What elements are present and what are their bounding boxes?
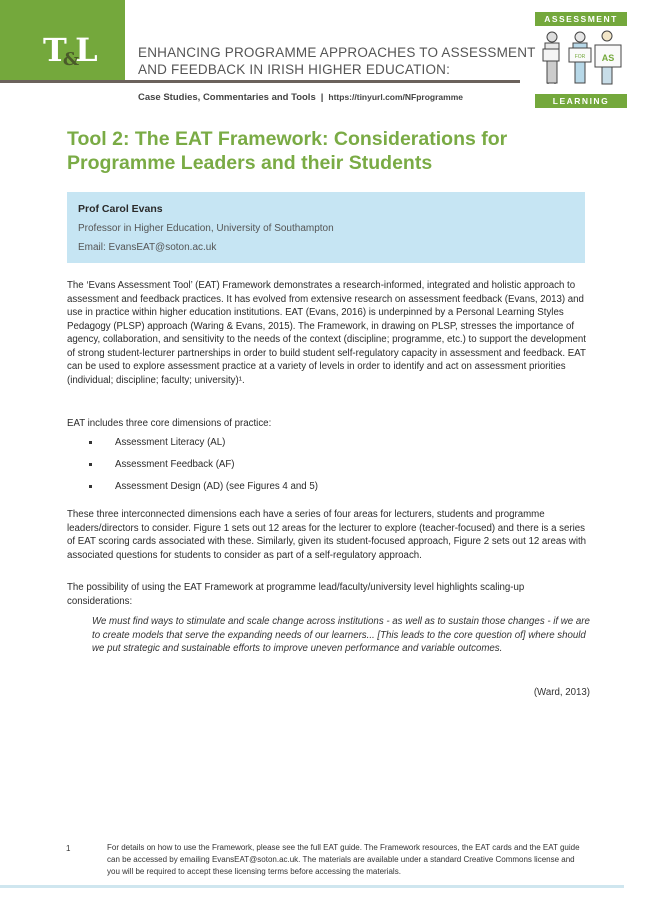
svg-text:FOR: FOR (574, 54, 586, 60)
page-title-line1: Tool 2: The EAT Framework: Considerations for (67, 128, 508, 150)
author-role: Professor in Higher Education, University of Southampton (78, 223, 334, 234)
series-title (138, 44, 536, 78)
logo-l: L (75, 31, 95, 69)
dimensions-list (85, 432, 318, 498)
tl-logo-block (0, 0, 125, 80)
series-title-line1: ENHANCING PROGRAMME APPROACHES TO ASSESSMENT (138, 45, 536, 60)
page-title-line2: Programme Leaders and their Students (67, 152, 433, 174)
logo-amp: & (62, 49, 77, 70)
dimensions-intro: EAT includes three core dimensions of practice: (67, 418, 272, 429)
bullet-icon (89, 485, 92, 488)
subtitle-separator: | (320, 92, 324, 103)
list-item-text: Assessment Design (AD) (see Figures 4 and 5) (115, 481, 318, 492)
list-item (85, 476, 318, 498)
list-item (85, 454, 318, 476)
series-subtitle (138, 92, 463, 103)
people-holding-signs-icon (535, 28, 627, 92)
areas-paragraph: These three interconnected dimensions each have a series of four areas for lecturers, students and programme leaders/directors to consider. Figure 1 sets out 12 areas for the lecturer to explore (teacher-focused) and there is a series of EAT scoring cards associated with these. Similarly, given its student-focused approach, Figure 2 sets out 12 areas with associated questions for students to consider as part of a self-regulatory approach. (67, 509, 587, 561)
author-email[interactable]: Email: EvansEAT@soton.ac.uk (78, 242, 217, 253)
list-item-text: Assessment Literacy (AL) (115, 437, 226, 448)
quote-citation: (Ward, 2013) (533, 687, 590, 698)
programme-url-link[interactable]: https://tinyurl.com/NFprogramme (328, 92, 463, 102)
bullet-icon (89, 463, 92, 466)
author-name: Prof Carol Evans (78, 203, 163, 215)
bullet-icon (89, 441, 92, 444)
page-title (67, 127, 587, 175)
header-rule (0, 80, 520, 83)
svg-text:AS: AS (601, 53, 615, 63)
tl-logo (43, 32, 95, 74)
scaling-paragraph: The possibility of using the EAT Framework at programme lead/faculty/university level highlights scaling-up considerations: (67, 582, 525, 607)
badge-bottom-label: LEARNING (535, 94, 627, 108)
footnote-number: 1 (66, 844, 71, 853)
list-item (85, 432, 318, 454)
subtitle-text: Case Studies, Commentaries and Tools (138, 92, 316, 103)
logo-t: T (43, 31, 64, 69)
ward-quote: We must find ways to stimulate and scale change across institutions - as well as to sustain those changes - if we are to create models that serve the expanding needs of our learners... [This leads to the core question of] where should we put strategic and sustainable efforts to improve uneven performance and variable outcomes. (92, 616, 590, 654)
series-title-line2: AND FEEDBACK IN IRISH HIGHER EDUCATION: (138, 62, 451, 77)
footnote-text: For details on how to use the Framework, please see the full EAT guide. The Framework resources, the EAT cards and the EAT guide can be accessed by emailing EvansEAT@soton.ac.uk. The materials are available under a standard Creative Commons license and you will be required to accept these licensing terms before accessing the materials. (107, 843, 580, 877)
assessment-for-as-learning-badge (535, 12, 627, 108)
intro-paragraph: The ‘Evans Assessment Tool’ (EAT) Framework demonstrates a research-informed, integrated and holistic approach to assessment and feedback practices. It has evolved from extensive research on assessment feedback (Evans, 2013) and use in practice within higher education institutions. EAT (Evans, 2016) is underpinned by a Personal Learning Styles Pedagogy (PLSP) approach (Waring & Evans, 2015). The Framework, in drawing on PLSP, stresses the importance of agency, collaboration, and sensitivity to the needs of the context (discipline; programme, etc.) to support the development of strong student-lecturer partnerships in order to build student self-regulatory capacity in assessment and feedback. EAT can be used to explore assessment practice at a variety of levels in order to identify and act on assessment priorities (individual; discipline; faculty; university)¹. (67, 280, 586, 386)
badge-top-label: ASSESSMENT (535, 12, 627, 26)
list-item-text: Assessment Feedback (AF) (115, 459, 235, 470)
author-info-box (67, 192, 585, 263)
footer-rule (0, 885, 624, 888)
